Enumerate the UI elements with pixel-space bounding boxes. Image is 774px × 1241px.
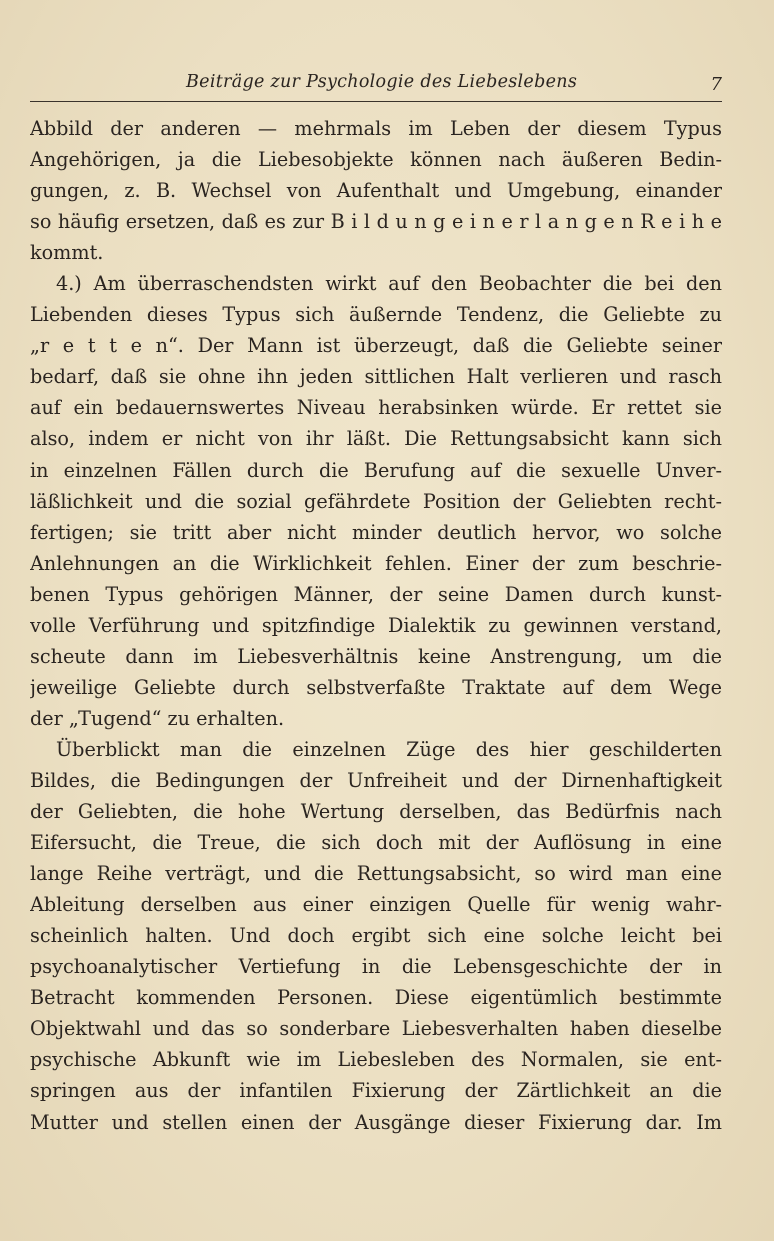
text-line: psychische Abkunft wie im Liebesleben des Normalen, sie ent- — [30, 1048, 722, 1072]
text-line: 4.) Am überraschendsten wirkt auf den Beobachter die bei den — [56, 272, 722, 296]
running-header — [30, 70, 724, 100]
text-line: volle Verführung und spitzfindige Dialektik zu gewinnen verstand, — [30, 613, 722, 637]
text-line: so häufig ersetzen, daß es zur B i l d u n g e i n e r l a n g e n R e i h e — [30, 210, 722, 234]
text-line: läßlichkeit und die sozial gefährdete Position der Geliebten recht- — [30, 489, 722, 513]
text-line: benen Typus gehörigen Männer, der seine Damen durch kunst- — [30, 582, 722, 606]
text-line: also, indem er nicht von ihr läßt. Die Rettungsabsicht kann sich — [30, 427, 722, 451]
text-line: gungen, z. B. Wechsel von Aufenthalt und Umgebung, einander — [30, 179, 722, 203]
running-title: Beiträge zur Psychologie des Liebeslebens — [186, 72, 578, 92]
text-line: Objektwahl und das so sonderbare Liebesverhalten haben dieselbe — [30, 1017, 722, 1041]
text-line: in einzelnen Fällen durch die Berufung auf die sexuelle Unver- — [30, 458, 722, 482]
text-line: kommt. — [30, 241, 104, 265]
header-rule — [30, 101, 722, 102]
text-line: Überblickt man die einzelnen Züge des hier geschilderten — [56, 737, 722, 761]
text-line: bedarf, daß sie ohne ihn jeden sittlichen Halt verlieren und rasch — [30, 365, 722, 389]
text-line: Bildes, die Bedingungen der Unfreiheit und der Dirnenhaftigkeit — [30, 768, 722, 792]
text-line: der „Tugend“ zu erhalten. — [30, 706, 285, 730]
text-line: „r e t t e n“. Der Mann ist überzeugt, daß die Geliebte seiner — [30, 334, 722, 358]
text-line: psychoanalytischer Vertiefung in die Lebensgeschichte der in — [30, 955, 722, 979]
text-line: Mutter und stellen einen der Ausgänge dieser Fixierung dar. Im — [30, 1110, 722, 1134]
text-line: der Geliebten, die hohe Wertung derselben, das Bedürfnis nach — [30, 800, 722, 824]
text-line: springen aus der infantilen Fixierung der Zärtlichkeit an die — [30, 1079, 722, 1103]
text-line: lange Reihe verträgt, und die Rettungsabsicht, so wird man eine — [30, 862, 722, 886]
body-text — [30, 113, 722, 1138]
text-line: Angehörigen, ja die Liebesobjekte können nach äußeren Bedin- — [30, 148, 722, 172]
text-line: scheute dann im Liebesverhältnis keine Anstrengung, um die — [30, 644, 722, 668]
text-line: fertigen; sie tritt aber nicht minder deutlich hervor, wo solche — [30, 520, 722, 544]
text-line: jeweilige Geliebte durch selbstverfaßte Traktate auf dem Wege — [30, 675, 722, 699]
text-line: Liebenden dieses Typus sich äußernde Tendenz, die Geliebte zu — [30, 303, 722, 327]
text-line: auf ein bedauernswertes Niveau herabsinken würde. Er rettet sie — [30, 396, 722, 420]
text-line: scheinlich halten. Und doch ergibt sich eine solche leicht bei — [30, 924, 722, 948]
page-number: 7 — [710, 74, 722, 95]
text-line: Abbild der anderen — mehrmals im Leben der diesem Typus — [30, 117, 722, 140]
text-line: Betracht kommenden Personen. Diese eigentümlich bestimmte — [30, 986, 722, 1010]
text-line: Eifersucht, die Treue, die sich doch mit der Auflösung in eine — [30, 831, 722, 855]
text-line: Ableitung derselben aus einer einzigen Quelle für wenig wahr- — [30, 893, 722, 917]
text-line: Anlehnungen an die Wirklichkeit fehlen. Einer der zum beschrie- — [30, 551, 722, 575]
